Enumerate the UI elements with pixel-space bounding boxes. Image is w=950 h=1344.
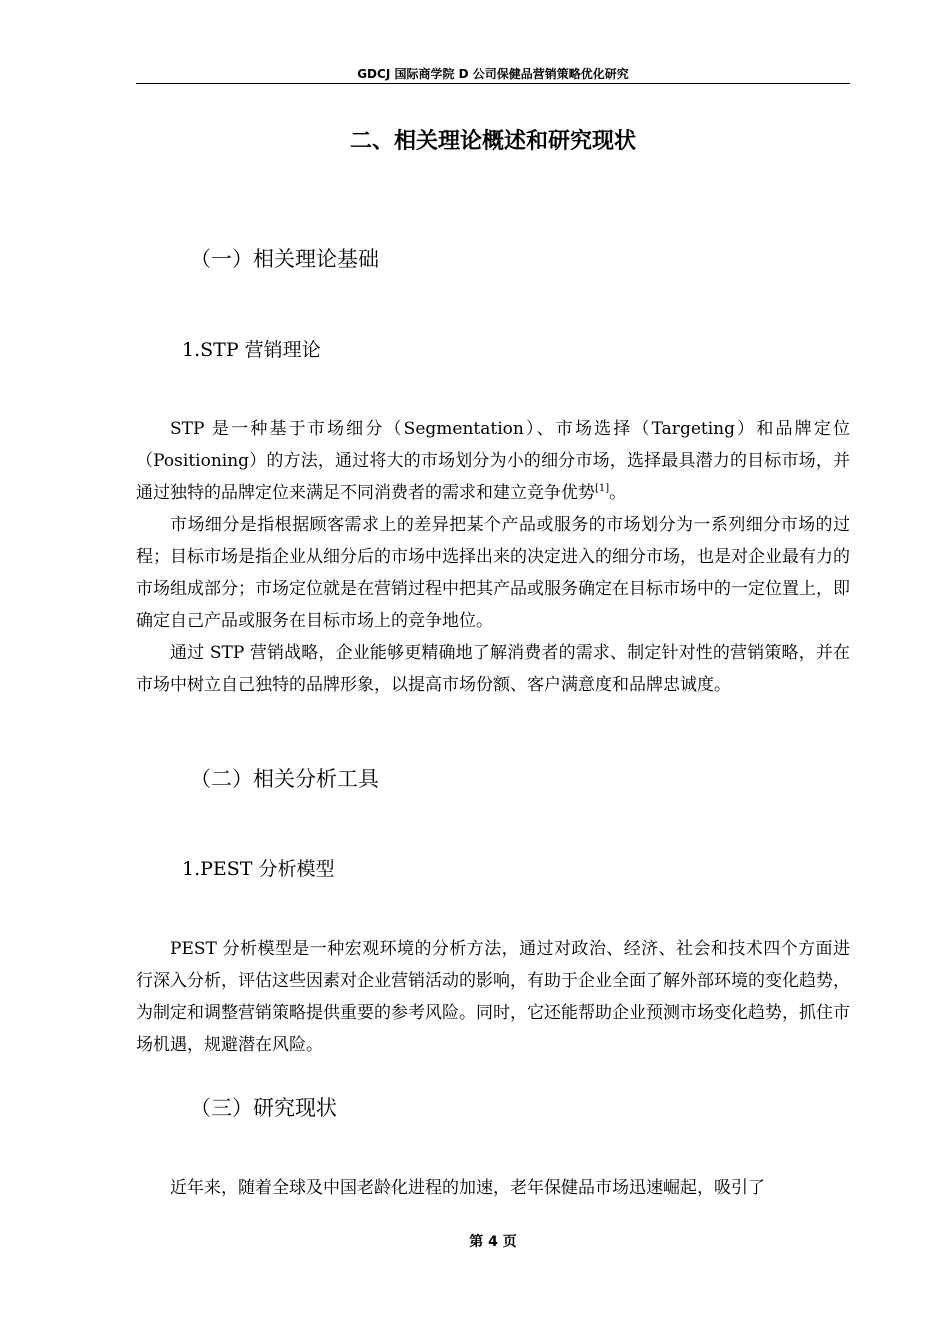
citation-ref: [1] (595, 483, 610, 494)
paragraph-pest-definition: PEST 分析模型是一种宏观环境的分析方法，通过对政治、经济、社会和技术四个方面进行深入分析，评估这些因素对企业营销活动的影响，有助于企业全面了解外部环境的变化趋势，为制定和调整营销策略提供重要的参考风险。同时，它还能帮助企业预测市场变化趋势，抓住市场机遇，规避潜在风险。 (136, 939, 850, 1055)
section-heading-theory-basis: （一）相关理论基础 (190, 247, 379, 271)
running-header: GDCJ 国际商学院 D 公司保健品营销策略优化研究 (136, 66, 850, 84)
paragraph-stp-definition-end: 。 (609, 483, 627, 503)
paragraph-research-status: 近年来，随着全球及中国老龄化进程的加速，老年保健品市场迅速崛起，吸引了 (170, 1178, 765, 1198)
subsection-heading-stp: 1.STP 营销理论 (182, 339, 321, 361)
paragraph-market-segmentation: 市场细分是指根据顾客需求上的差异把某个产品或服务的市场划分为一系列细分市场的过程；目标市场是指企业从细分后的市场中选择出来的决定进入的细分市场，也是对企业最有力的市场组成部分；市场定位就是在营销过程中把其产品或服务确定在目标市场中的一定位置上，即确定自己产品或服务在目标市场上的竞争地位。 (136, 515, 850, 631)
paragraph-stp-definition (136, 413, 850, 509)
subsection-heading-pest: 1.PEST 分析模型 (182, 858, 335, 880)
section-heading-analysis-tools: （二）相关分析工具 (190, 767, 379, 791)
page-number: 第 4 页 (469, 1234, 517, 1250)
section-heading-research-status: （三）研究现状 (190, 1096, 337, 1120)
paragraph-stp-definition-text: STP 是一种基于市场细分（Segmentation）、市场选择（Targeting）和品牌定位（Positioning）的方法，通过将大的市场划分为小的细分市场，选择最具潜力的目标市场，并通过独特的品牌定位来满足不同消费者的需求和建立竞争优势 (136, 419, 850, 503)
paragraph-stp-strategy: 通过 STP 营销战略，企业能够更精确地了解消费者的需求、制定针对性的营销策略，并在市场中树立自己独特的品牌形象，以提高市场份额、客户满意度和品牌忠诚度。 (136, 643, 850, 695)
chapter-title: 二、相关理论概述和研究现状 (349, 129, 636, 154)
